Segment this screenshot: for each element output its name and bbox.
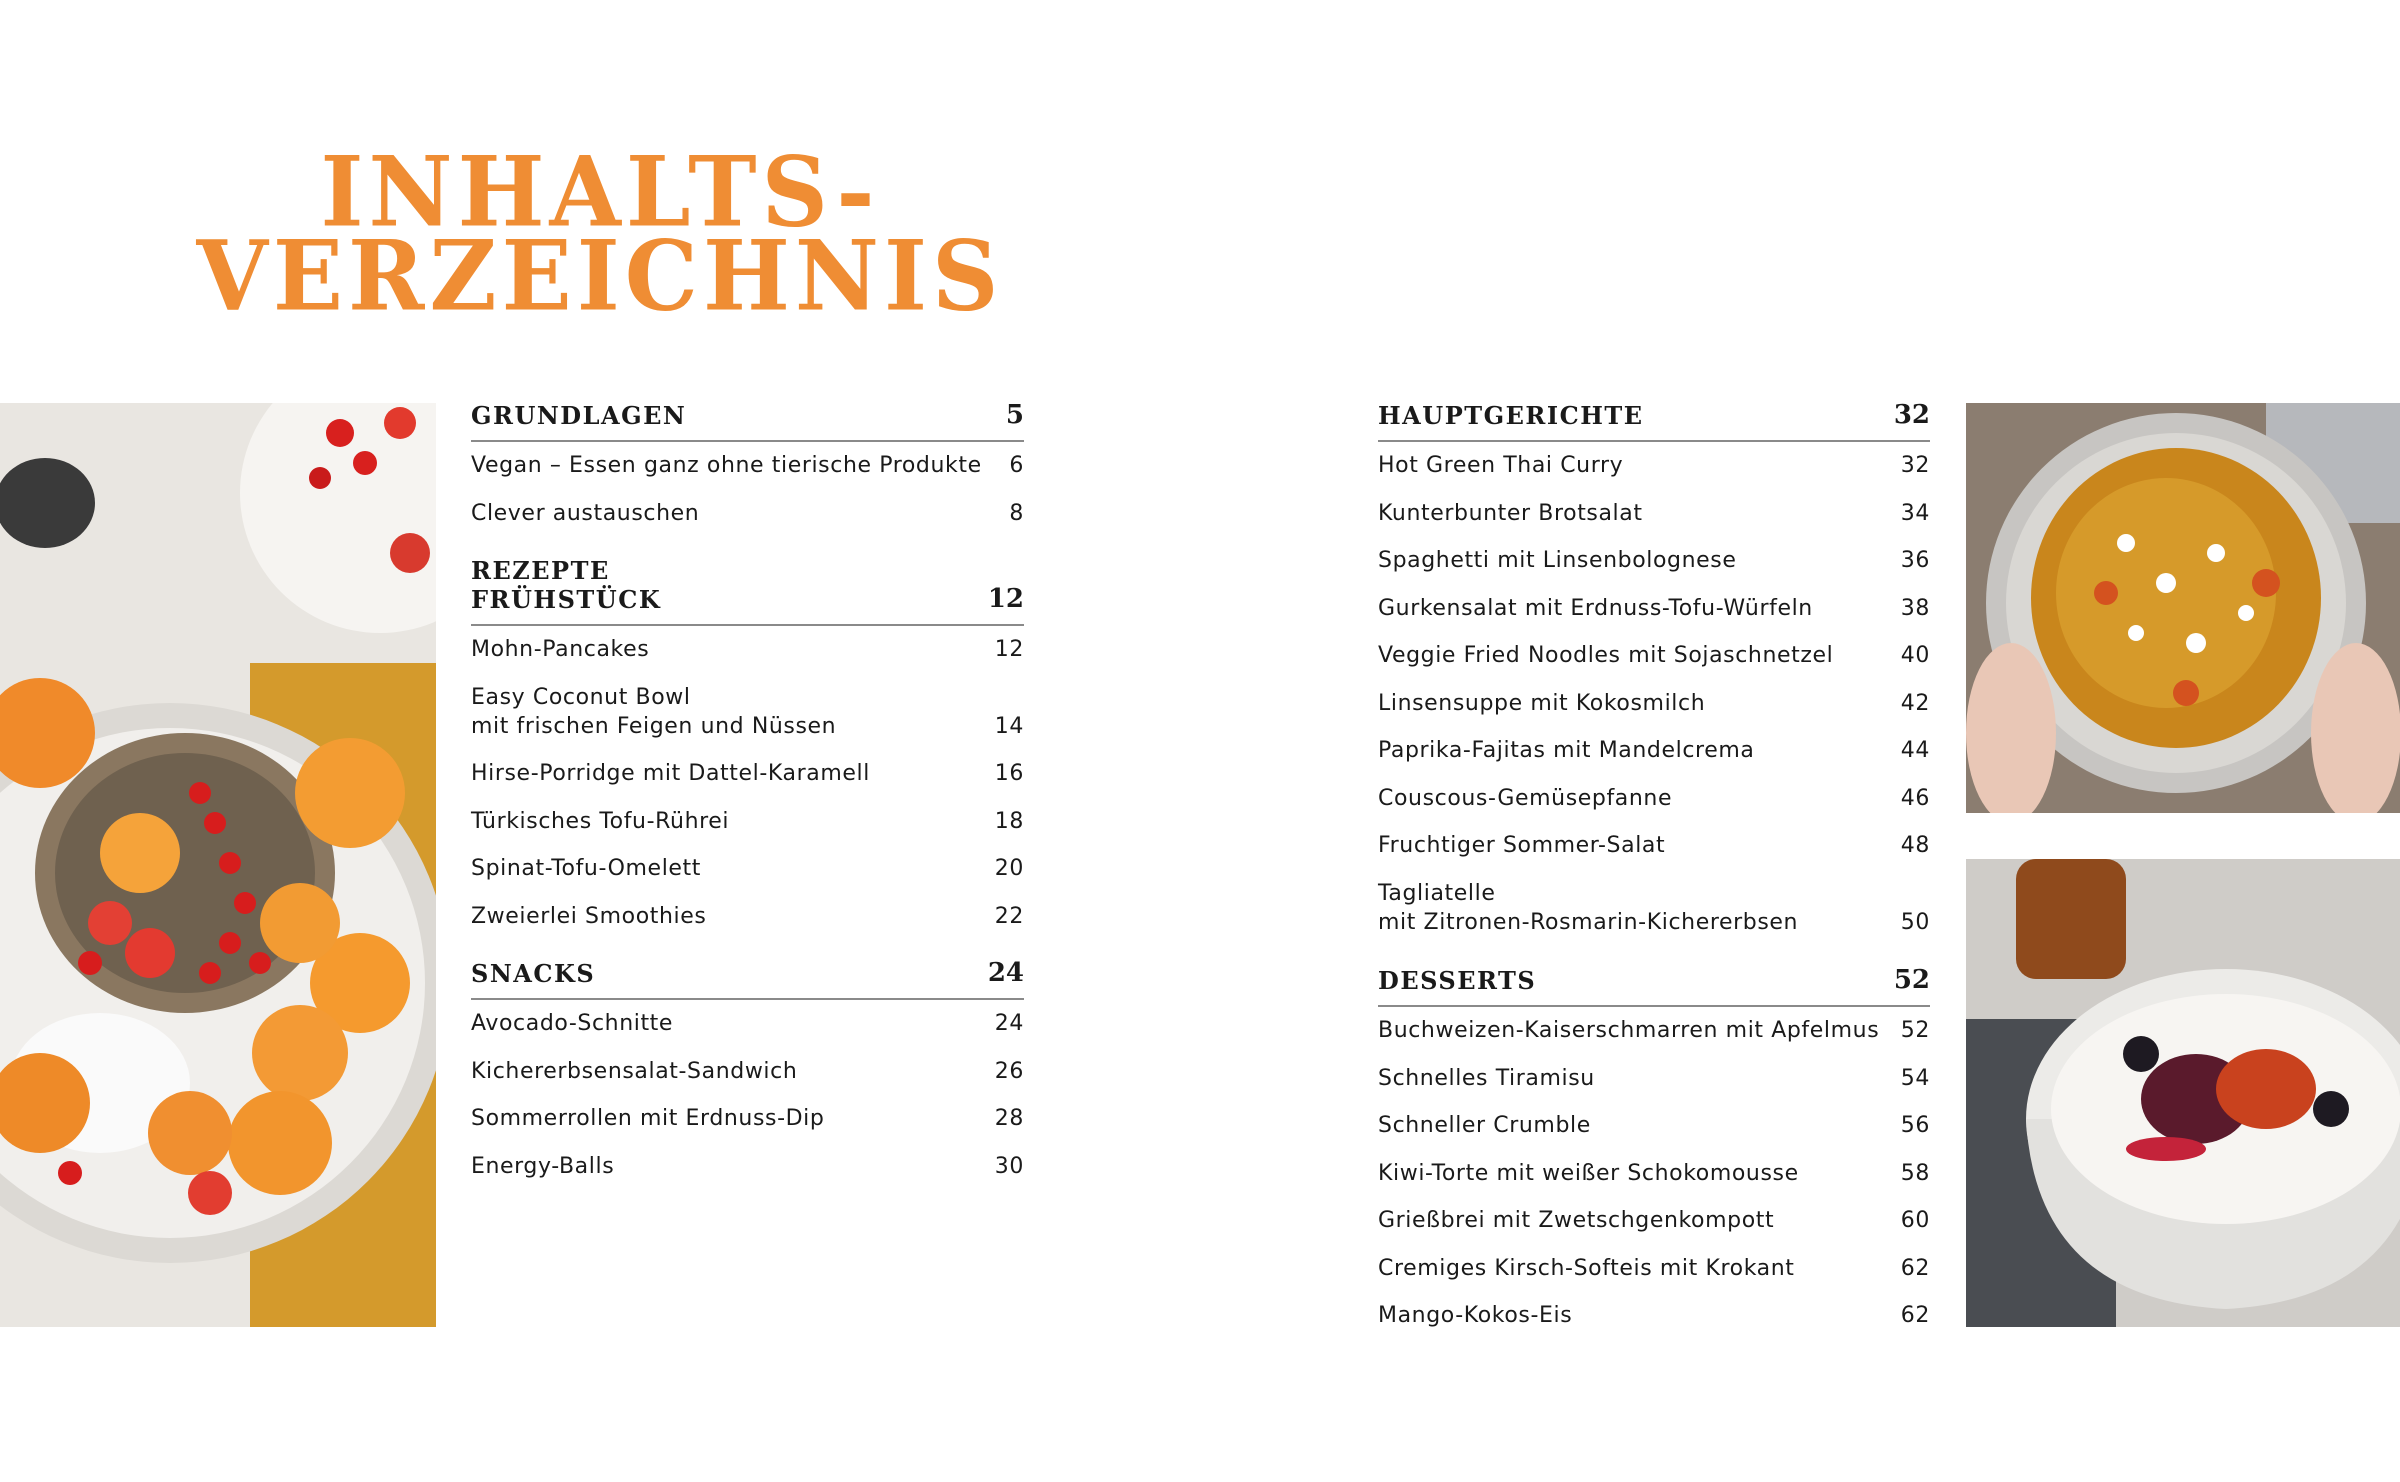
toc-entry	[471, 750, 1024, 798]
entry-title: Hot Green Thai Curry	[1378, 453, 1624, 478]
entry-title: Kichererbsensalat-Sandwich	[471, 1058, 798, 1084]
toc-entry	[1378, 537, 1930, 585]
toc-entry	[1378, 585, 1930, 633]
entry-page: 60	[1900, 1208, 1930, 1233]
entry-page: 50	[1900, 909, 1930, 935]
entry-page: 62	[1900, 1255, 1930, 1281]
entry-title: Kunterbunter Brotsalat	[1378, 500, 1643, 526]
toc-entry	[1378, 1007, 1930, 1055]
toc-entry	[471, 798, 1024, 846]
entry-page: 58	[1900, 1160, 1930, 1186]
entry-page: 38	[1900, 595, 1930, 621]
entry-title: Easy Coconut Bowl mit frischen Feigen und Nüssen	[471, 684, 837, 739]
section-heading	[1378, 966, 1930, 1007]
toc-section-snacks	[471, 959, 1024, 1190]
toc-entry	[1378, 1197, 1930, 1245]
toc-entry	[471, 442, 1024, 490]
entry-title: Buchweizen-Kaiserschmarren mit Apfelmus	[1378, 1018, 1880, 1043]
entry-title: Kiwi-Torte mit weißer Schokomousse	[1378, 1160, 1799, 1186]
toc-entry	[1378, 632, 1930, 680]
toc-entry	[471, 626, 1024, 674]
entry-title: Schneller Crumble	[1378, 1113, 1591, 1138]
entry-page: 26	[994, 1058, 1024, 1084]
entry-title: Spinat-Tofu-Omelett	[471, 856, 701, 881]
toc-entry	[471, 893, 1024, 941]
entry-page: 40	[1900, 643, 1930, 668]
entry-title: Türkisches Tofu-Rührei	[471, 808, 730, 834]
entry-title: Sommerrollen mit Erdnuss-Dip	[471, 1106, 825, 1131]
entry-title: Linsensuppe mit Kokosmilch	[1378, 690, 1706, 716]
entry-title: Tagliatelle mit Zitronen-Rosmarin-Kichererbsen	[1378, 880, 1799, 935]
photo-pancakes	[0, 403, 436, 1327]
entry-title: Mango-Kokos-Eis	[1378, 1303, 1573, 1328]
entry-title: Avocado-Schnitte	[471, 1011, 674, 1036]
entry-page: 52	[1900, 1018, 1930, 1043]
entry-page: 18	[994, 808, 1024, 834]
section-heading	[471, 401, 1024, 442]
entry-page: 22	[994, 903, 1024, 929]
toc-entry	[1378, 822, 1930, 870]
section-title: DESSERTS	[1378, 966, 1537, 995]
entry-page: 12	[994, 637, 1024, 662]
entry-title: Grießbrei mit Zwetschgenkompott	[1378, 1208, 1775, 1233]
section-page: 52	[1893, 965, 1930, 995]
section-title: SNACKS	[471, 959, 596, 988]
toc-entry	[1378, 1292, 1930, 1340]
entry-page: 32	[1900, 453, 1930, 478]
toc-section-desserts	[1378, 966, 1930, 1340]
title-line-1: INHALTS-	[320, 135, 880, 249]
section-page: 12	[987, 584, 1024, 614]
entry-title: Hirse-Porridge mit Dattel-Karamell	[471, 761, 870, 786]
entry-title: Spaghetti mit Linsenbolognese	[1378, 548, 1737, 573]
toc-section-grundlagen	[471, 401, 1024, 537]
toc-section-hauptgerichte	[1378, 401, 1930, 946]
toc-entry	[1378, 1245, 1930, 1293]
toc-entry	[1378, 1150, 1930, 1198]
entry-page: 24	[994, 1011, 1024, 1036]
toc-entry	[471, 1000, 1024, 1048]
section-title: GRUNDLAGEN	[471, 401, 687, 430]
entry-page: 36	[1900, 548, 1930, 573]
toc-entry	[1378, 1055, 1930, 1103]
entry-page: 6	[1009, 453, 1024, 478]
toc-entry	[471, 490, 1024, 538]
entry-title: Fruchtiger Sommer-Salat	[1378, 833, 1666, 858]
toc-entry	[1378, 1102, 1930, 1150]
toc-entry	[471, 1048, 1024, 1096]
title-line-2: VERZEICHNIS	[196, 219, 1004, 333]
entry-page: 28	[994, 1106, 1024, 1131]
toc-entry	[471, 1143, 1024, 1191]
entry-page: 54	[1900, 1065, 1930, 1091]
section-page: 24	[987, 958, 1024, 988]
section-title: HAUPTGERICHTE	[1378, 401, 1644, 430]
entry-title: Zweierlei Smoothies	[471, 903, 707, 929]
entry-page: 62	[1900, 1303, 1930, 1328]
entry-title: Clever austauschen	[471, 500, 700, 526]
toc-entry	[471, 845, 1024, 893]
entry-page: 14	[994, 713, 1024, 739]
entry-title: Mohn-Pancakes	[471, 637, 650, 662]
entry-title: Energy-Balls	[471, 1153, 615, 1179]
toc-entry	[471, 1095, 1024, 1143]
toc-entry	[1378, 680, 1930, 728]
toc-entry	[471, 674, 1024, 751]
toc-entry	[1378, 775, 1930, 823]
entry-page: 44	[1900, 738, 1930, 763]
toc-entry	[1378, 727, 1930, 775]
entry-page: 46	[1900, 785, 1930, 811]
entry-page: 16	[994, 761, 1024, 786]
toc-section-fruehstueck	[471, 556, 1024, 940]
entry-title: Paprika-Fajitas mit Mandelcrema	[1378, 738, 1755, 763]
section-page: 5	[1005, 400, 1024, 430]
toc-entry	[1378, 870, 1930, 947]
entry-page: 34	[1900, 500, 1930, 526]
entry-page: 20	[994, 856, 1024, 881]
entry-title: Cremiges Kirsch-Softeis mit Krokant	[1378, 1255, 1795, 1281]
photo-tofu-scramble	[1966, 403, 2400, 813]
entry-page: 30	[994, 1153, 1024, 1179]
photo-semolina-pudding	[1966, 859, 2400, 1327]
entry-title: Vegan – Essen ganz ohne tierische Produkte	[471, 453, 982, 478]
toc-entry	[1378, 442, 1930, 490]
section-heading	[1378, 401, 1930, 442]
entry-page: 48	[1900, 833, 1930, 858]
entry-title: Couscous-Gemüsepfanne	[1378, 785, 1673, 811]
toc-entry	[1378, 490, 1930, 538]
entry-title: Schnelles Tiramisu	[1378, 1065, 1595, 1091]
entry-title: Veggie Fried Noodles mit Sojaschnetzel	[1378, 643, 1834, 668]
entry-page: 8	[1009, 500, 1024, 526]
entry-title: Gurkensalat mit Erdnuss-Tofu-Würfeln	[1378, 595, 1813, 621]
section-heading	[471, 556, 1024, 626]
section-title: REZEPTE FRÜHSTÜCK	[471, 556, 662, 614]
entry-page: 56	[1900, 1113, 1930, 1138]
page-title	[0, 135, 1200, 333]
section-heading	[471, 959, 1024, 1000]
entry-page: 42	[1900, 690, 1930, 716]
section-page: 32	[1893, 400, 1930, 430]
